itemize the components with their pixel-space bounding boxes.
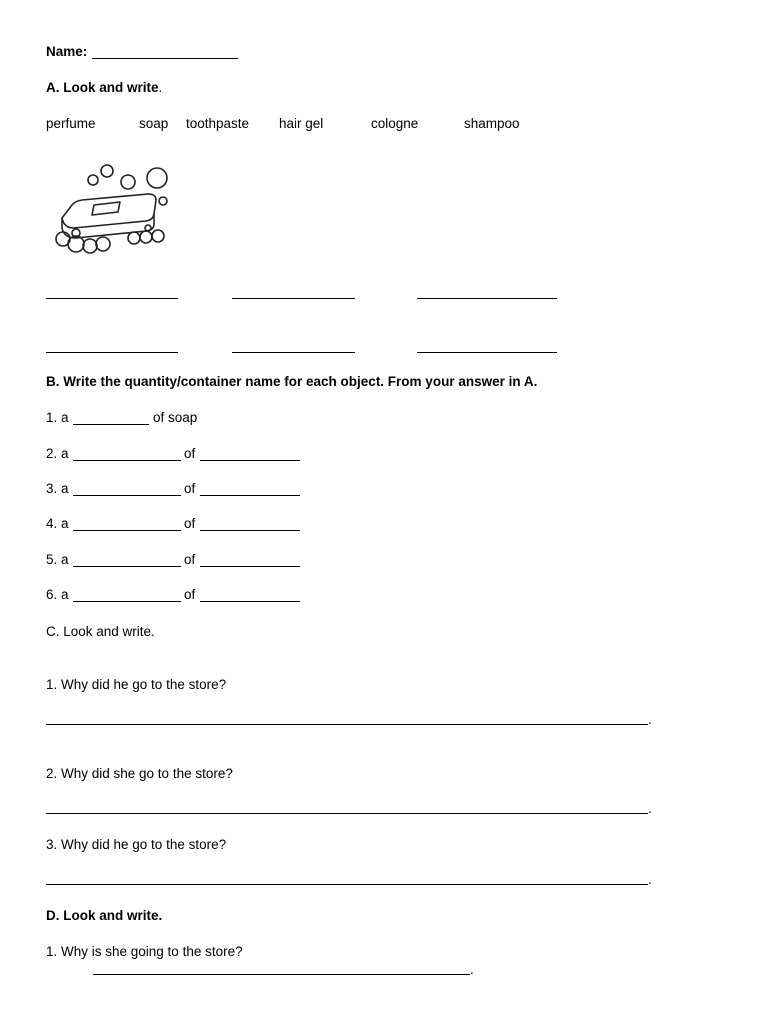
- blank-field[interactable]: [200, 495, 300, 496]
- item-of-text: of: [184, 516, 196, 531]
- answer-line[interactable]: [232, 298, 355, 299]
- word-bank-item: shampoo: [464, 116, 520, 131]
- blank-field[interactable]: [200, 460, 300, 461]
- answer-period: .: [470, 962, 474, 977]
- section-a-heading-text: A. Look and write: [46, 80, 159, 95]
- word-bank-item: hair gel: [279, 116, 324, 131]
- item-of-text: of soap: [153, 410, 198, 425]
- name-label: Name:: [46, 44, 92, 59]
- soap-bar-with-bubbles-icon: [50, 158, 174, 266]
- item-number: 4. a: [46, 516, 69, 531]
- answer-period: .: [648, 801, 652, 816]
- blank-field[interactable]: [73, 530, 181, 531]
- section-a-heading-period: .: [158, 80, 163, 95]
- answer-line[interactable]: [417, 352, 557, 353]
- answer-period: .: [648, 872, 652, 887]
- section-d-heading: D. Look and write.: [46, 908, 163, 923]
- answer-line[interactable]: [417, 298, 557, 299]
- blank-field[interactable]: [73, 601, 181, 602]
- item-of-text: of: [184, 481, 196, 496]
- blank-field[interactable]: [73, 424, 149, 425]
- answer-line[interactable]: [232, 352, 355, 353]
- word-bank-item: cologne: [371, 116, 419, 131]
- item-number: 5. a: [46, 552, 69, 567]
- word-bank-item: toothpaste: [186, 116, 250, 131]
- blank-field[interactable]: [73, 566, 181, 567]
- blank-field[interactable]: [73, 460, 181, 461]
- answer-line[interactable]: [46, 298, 178, 299]
- answer-line[interactable]: [46, 813, 648, 814]
- item-of-text: of: [184, 446, 196, 461]
- answer-line[interactable]: [46, 724, 648, 725]
- question-text: 1. Why did he go to the store?: [46, 677, 227, 692]
- section-a-heading: [46, 80, 162, 96]
- item-of-text: of: [184, 552, 196, 567]
- blank-field[interactable]: [73, 495, 181, 496]
- question-text: 1. Why is she going to the store?: [46, 944, 243, 959]
- blank-field[interactable]: [200, 566, 300, 567]
- answer-period: .: [648, 712, 652, 727]
- item-number: 6. a: [46, 587, 69, 602]
- section-b-heading: B. Write the quantity/container name for each object. From your answer in A.: [46, 374, 538, 389]
- word-bank-item: soap: [139, 116, 169, 131]
- question-text: 2. Why did she go to the store?: [46, 766, 233, 781]
- item-number: 3. a: [46, 481, 69, 496]
- answer-line[interactable]: [46, 884, 648, 885]
- blank-field[interactable]: [200, 530, 300, 531]
- item-number: 1. a: [46, 410, 69, 425]
- name-field[interactable]: [92, 58, 238, 59]
- answer-line[interactable]: [93, 974, 470, 975]
- item-number: 2. a: [46, 446, 69, 461]
- word-bank-item: perfume: [46, 116, 96, 131]
- blank-field[interactable]: [200, 601, 300, 602]
- section-c-heading: C. Look and write.: [46, 624, 155, 639]
- question-text: 3. Why did he go to the store?: [46, 837, 227, 852]
- answer-line[interactable]: [46, 352, 178, 353]
- item-of-text: of: [184, 587, 196, 602]
